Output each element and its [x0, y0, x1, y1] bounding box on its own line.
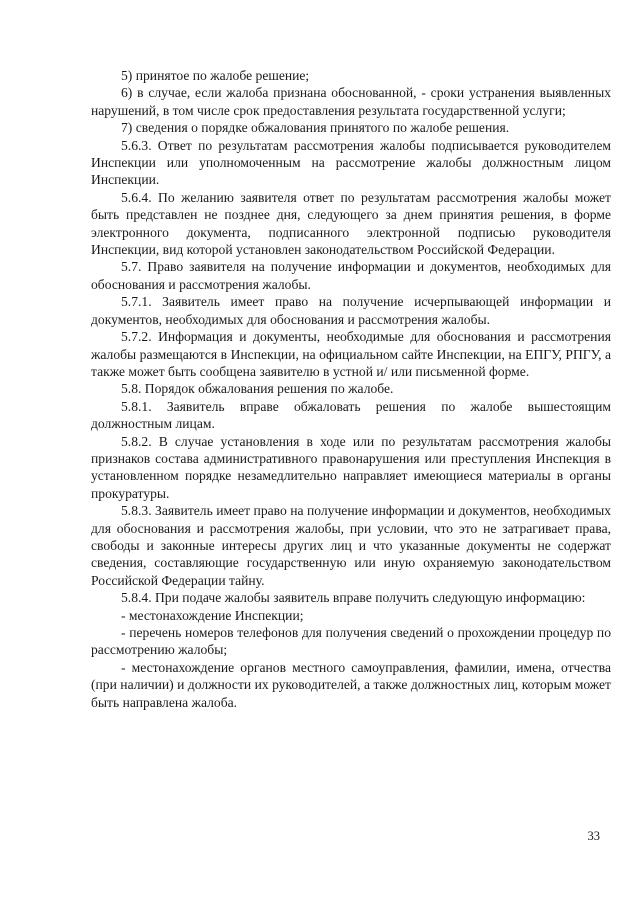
- paragraph-5-7-1: 5.7.1. Заявитель имеет право на получение исчерпывающей информации и документов, необходимых для обоснования и рассмотрения жалобы.: [91, 294, 611, 327]
- paragraph-5-8-3: 5.8.3. Заявитель имеет право на получение информации и документов, необходимых для обоснования и рассмотрения жалобы, при условии, что это не затрагивает права, свободы и законные интересы других лиц и что указанные документы не содержат сведения, составляющие государственную или иную охраняемую законодательством Российской Федерации тайну.: [91, 503, 611, 588]
- list-item-6: 6) в случае, если жалоба признана обоснованной, - сроки устранения выявленных нарушений, в том числе срок предоставления результата государственной услуги;: [91, 85, 611, 118]
- paragraph-5-8-2: 5.8.2. В случае установления в ходе или по результатам рассмотрения жалобы признаков состава административного правонарушения или преступления Инспекция в установленном порядке незамедлительно направляет имеющиеся материалы в органы прокуратуры.: [91, 433, 611, 501]
- paragraph-5-8-4: 5.8.4. При подаче жалобы заявитель вправе получить следующую информацию:: [121, 590, 586, 606]
- page-number: 33: [587, 829, 600, 843]
- paragraph-5-7-2: 5.7.2. Информация и документы, необходимые для обоснования и рассмотрения жалобы размещаются в Инспекции, на официальном сайте Инспекции, на ЕПГУ, РПГУ, а также может быть сообщена заявителю в устной и/ или письменной форме.: [91, 329, 611, 379]
- document-body: [91, 67, 611, 711]
- bullet-item-phones: - перечень номеров телефонов для получения сведений о прохождении процедур по рассмотрению жалобы;: [91, 625, 611, 658]
- list-item-7: 7) сведения о порядке обжалования принятого по жалобе решения.: [121, 120, 510, 136]
- bullet-item-location: - местонахождение Инспекции;: [121, 607, 304, 623]
- paragraph-5-6-3: 5.6.3. Ответ по результатам рассмотрения жалобы подписывается руководителем Инспекции или уполномоченным на рассмотрение жалобы должностным лицом Инспекции.: [91, 137, 611, 188]
- section-heading-5-7: 5.7. Право заявителя на получение информации и документов, необходимых для обоснования и рассмотрения жалобы.: [91, 259, 611, 292]
- bullet-item-local-authorities: - местонахождение органов местного самоуправления, фамилии, имена, отчества (при наличии) и должности их руководителей, а также должностных лиц, которым может быть направлена жалоба.: [91, 659, 611, 710]
- paragraph-5-6-4: 5.6.4. По желанию заявителя ответ по результатам рассмотрения жалобы может быть представлен не позднее дня, следующего за днем принятия решения, в форме электронного документа, подписанного электронной подписью руководителя Инспекции, вид которой установлен законодательством Российской Федерации.: [91, 189, 611, 258]
- section-heading-5-8: 5.8. Порядок обжалования решения по жалобе.: [121, 381, 394, 397]
- paragraph-5-8-1: 5.8.1. Заявитель вправе обжаловать решения по жалобе вышестоящим должностным лицам.: [91, 398, 611, 432]
- list-item-5: 5) принятое по жалобе решение;: [121, 68, 310, 83]
